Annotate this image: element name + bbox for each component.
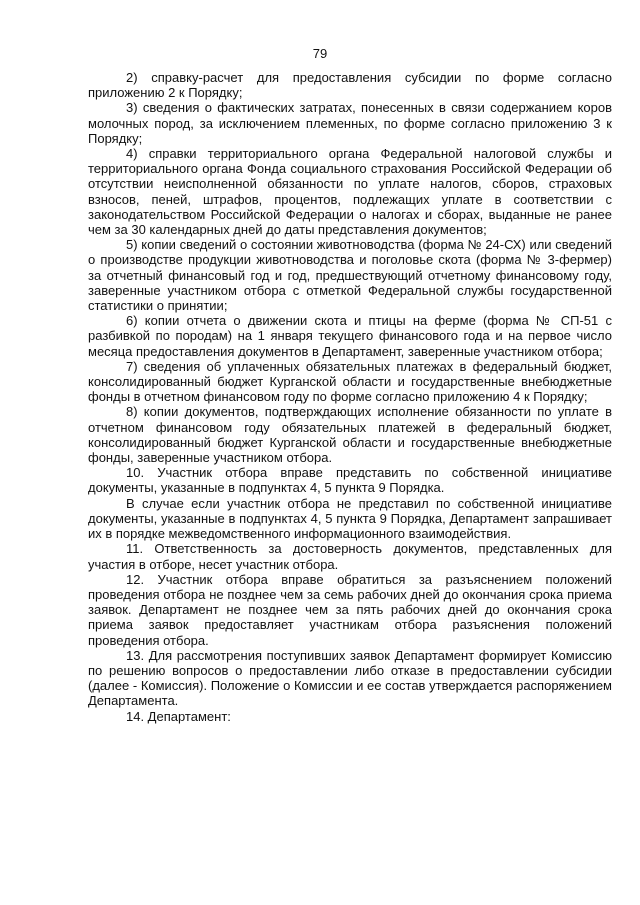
paragraph-item-5: 5) копии сведений о состоянии животноводства (форма № 24-СХ) или сведений о производстве продукции животноводства и поголовье скота (форма № 3-фермер) за отчетный финансовый год и год, предшествующий отчетному финансовому году, заверенные участником отбора с отметкой Федеральной службы государственной статистики о принятии; bbox=[88, 237, 612, 314]
paragraph-clause-13: 13. Для рассмотрения поступивших заявок Департамент формирует Комиссию по решению вопросов о предоставлении либо отказе в предоставлении субсидии (далее - Комиссия). Положение о Комиссии и ее состав утверждается распоряжением Департамента. bbox=[88, 647, 612, 709]
paragraph-item-6: 6) копии отчета о движении скота и птицы на ферме (форма № СП-51 с разбивкой по породам) на 1 января текущего финансового года и на первое число месяца предоставления документов в Департамент, заверенные участником отбора; bbox=[88, 313, 612, 359]
paragraph-clause-10-cont: В случае если участник отбора не представил по собственной инициативе документы, указанные в подпунктах 4, 5 пункта 9 Порядка, Департамент запрашивает их в порядке межведомственного информационного взаимодействия. bbox=[88, 495, 612, 542]
paragraph-clause-14: 14. Департамент: bbox=[126, 708, 231, 724]
paragraph-item-2: 2) справку-расчет для предоставления субсидии по форме согласно приложению 2 к Порядку; bbox=[88, 70, 612, 101]
paragraph-clause-11: 11. Ответственность за достоверность документов, представленных для участия в отборе, несет участник отбора. bbox=[88, 541, 612, 572]
document-body bbox=[88, 70, 612, 724]
page-number: 79 bbox=[312, 46, 328, 61]
paragraph-clause-10: 10. Участник отбора вправе представить по собственной инициативе документы, указанные в подпунктах 4, 5 пункта 9 Порядка. bbox=[88, 465, 612, 496]
paragraph-item-3: 3) сведения о фактических затратах, понесенных в связи содержанием коров молочных пород, за исключением племенных, по форме согласно приложению 3 к Порядку; bbox=[88, 100, 612, 146]
paragraph-item-8: 8) копии документов, подтверждающих исполнение обязанности по уплате в отчетном финансовом году обязательных платежей в федеральный бюджет, консолидированный бюджет Курганской области и государственные внебюджетные фонды, заверенные участником отбора. bbox=[88, 404, 612, 466]
paragraph-clause-12: 12. Участник отбора вправе обратиться за разъяснением положений проведения отбора не позднее чем за семь рабочих дней до окончания срока приема заявок. Департамент не позднее чем за пять рабочих дней до окончания срока приема заявок предоставляет участникам отбора разъяснения положений проведения отбора. bbox=[88, 571, 612, 648]
paragraph-item-7: 7) сведения об уплаченных обязательных платежах в федеральный бюджет, консолидированный бюджет Курганской области и государственные внебюджетные фонды в отчетном финансовом году по форме согласно приложению 4 к Порядку; bbox=[88, 358, 612, 405]
paragraph-item-4: 4) справки территориального органа Федеральной налоговой службы и территориального органа Фонда социального страхования Российской Федерации об отсутствии неисполненной обязанности по уплате налогов, сборов, страховых взносов, пеней, штрафов, процентов, подлежащих уплате в соответствии с законодательством Российской Федерации о налогах и сборах, выданные не ранее чем за 30 календарных дней до даты представления документов; bbox=[88, 146, 612, 238]
